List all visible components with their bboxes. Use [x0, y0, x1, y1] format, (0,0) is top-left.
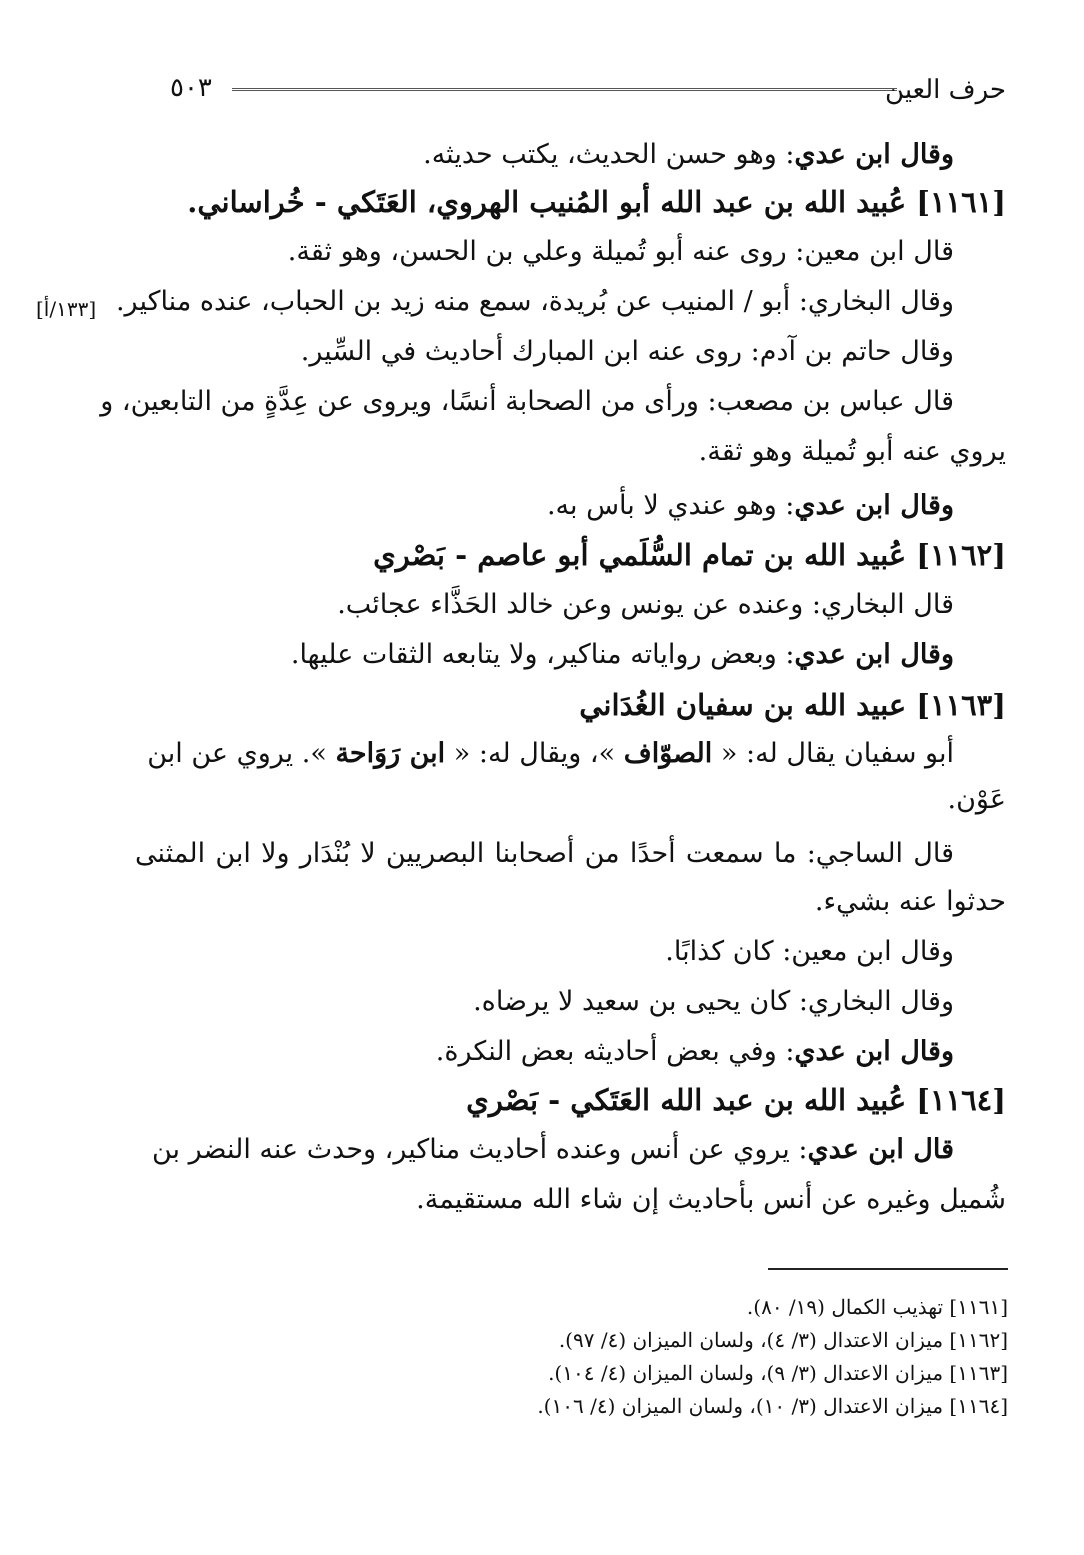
footnote: [١١٦٤] ميزان الاعتدال (٣/ ١٠)، ولسان الميزان (٤/ ١٠٦).	[537, 1394, 1008, 1418]
text-line	[423, 135, 954, 175]
text-line	[416, 1180, 1006, 1220]
footnote: [١١٦١] تهذيب الكمال (١٩/ ٨٠).	[746, 1295, 1008, 1319]
entry-heading: [١١٦٤] عُبيد الله بن عبد الله العَتَكي - بَصْري	[466, 1083, 1006, 1117]
text-span: قال البخاري: وعنده عن يونس وعن خالد الحَذَّاء عجائب.	[337, 589, 954, 620]
bold-phrase: وقال ابن عدي	[794, 490, 954, 521]
text-span: حدثوا عنه بشيء.	[814, 886, 1006, 917]
text-line	[288, 232, 954, 272]
text-line	[665, 932, 954, 972]
entry-heading: [١١٦٣] عبيد الله بن سفيان الغُدَاني	[579, 688, 1006, 722]
text-line	[100, 382, 954, 422]
text-span: أبو سفيان يقال له: «	[712, 738, 954, 769]
text-line	[699, 432, 1006, 472]
bold-phrase: وقال ابن عدي	[794, 139, 954, 170]
text-span: شُميل وغيره عن أنس بأحاديث إن شاء الله مستقيمة.	[416, 1184, 1006, 1215]
text-span: : يروي عن أنس وعنده أحاديث مناكير، وحدث عنه النضر بن	[152, 1134, 808, 1165]
text-line	[135, 834, 954, 874]
text-line	[948, 780, 1006, 820]
text-span: »، ويقال له: «	[445, 738, 624, 769]
text-line	[116, 282, 954, 322]
text-span: وقال ابن معين: كان كذابًا.	[665, 936, 954, 967]
margin-folio-reference: [١٣٣/أ]	[36, 297, 97, 321]
text-line	[337, 585, 954, 625]
entry-heading: [١١٦١] عُبيد الله بن عبد الله أبو المُنيب الهروي، العَتَكي - خُراساني.	[187, 185, 1006, 219]
text-span: عَوْن.	[947, 784, 1006, 815]
text-line	[466, 1080, 1006, 1122]
text-span: : وهو عندي لا بأس به.	[546, 490, 795, 521]
text-line	[473, 982, 954, 1022]
text-line	[187, 182, 1006, 224]
text-span: ». يروي عن ابن	[147, 738, 336, 769]
text-line	[152, 1130, 954, 1170]
text-line	[301, 332, 954, 372]
text-line	[579, 685, 1006, 727]
footnote: [١١٦٢] ميزان الاعتدال (٣/ ٤)، ولسان الميزان (٤/ ٩٧).	[558, 1328, 1008, 1352]
bold-phrase: وقال ابن عدي	[794, 639, 954, 670]
bold-phrase: قال ابن عدي	[807, 1134, 954, 1165]
chapter-title: حرف العين	[885, 75, 1006, 105]
text-line	[147, 734, 954, 774]
bold-phrase: الصوّاف	[623, 738, 713, 769]
text-line	[291, 635, 954, 675]
header-rule	[232, 88, 897, 91]
text-line	[373, 535, 1006, 577]
text-span: : وبعض رواياته مناكير، ولا يتابعه الثقات عليها.	[290, 639, 795, 670]
page-number: ٥٠٣	[170, 73, 212, 103]
footnote: [١١٦٣] ميزان الاعتدال (٣/ ٩)، ولسان الميزان (٤/ ١٠٤).	[548, 1361, 1008, 1385]
bold-phrase: ابن رَوَاحة	[335, 738, 446, 769]
text-span: قال الساجي: ما سمعت أحدًا من أصحابنا البصريين لا بُنْدَار ولا ابن المثنى	[135, 838, 954, 869]
text-span: قال ابن معين: روى عنه أبو تُميلة وعلي بن الحسن، وهو ثقة.	[287, 236, 954, 267]
text-span: : وهو حسن الحديث، يكتب حديثه.	[423, 139, 795, 170]
text-span: : وفي بعض أحاديثه بعض النكرة.	[435, 1036, 795, 1067]
text-line	[815, 882, 1006, 922]
text-span: يروي عنه أبو تُميلة وهو ثقة.	[698, 436, 1006, 467]
entry-heading: [١١٦٢] عُبيد الله بن تمام السُّلَمي أبو عاصم - بَصْري	[373, 538, 1006, 572]
bold-phrase: وقال ابن عدي	[794, 1036, 954, 1067]
text-span: قال عباس بن مصعب: ورأى من الصحابة أنسًا، ويروى عن عِدَّةٍ من التابعين، و	[100, 386, 954, 417]
footnote-separator	[768, 1268, 1008, 1270]
text-line	[547, 486, 954, 526]
text-span: وقال البخاري: أبو / المنيب عن بُريدة، سمع منه زيد بن الحباب، عنده مناكير.	[115, 286, 954, 317]
text-line	[436, 1032, 954, 1072]
text-span: وقال حاتم بن آدم: روى عنه ابن المبارك أحاديث في السِّير.	[300, 336, 954, 367]
text-span: وقال البخاري: كان يحيى بن سعيد لا يرضاه.	[473, 986, 954, 1017]
